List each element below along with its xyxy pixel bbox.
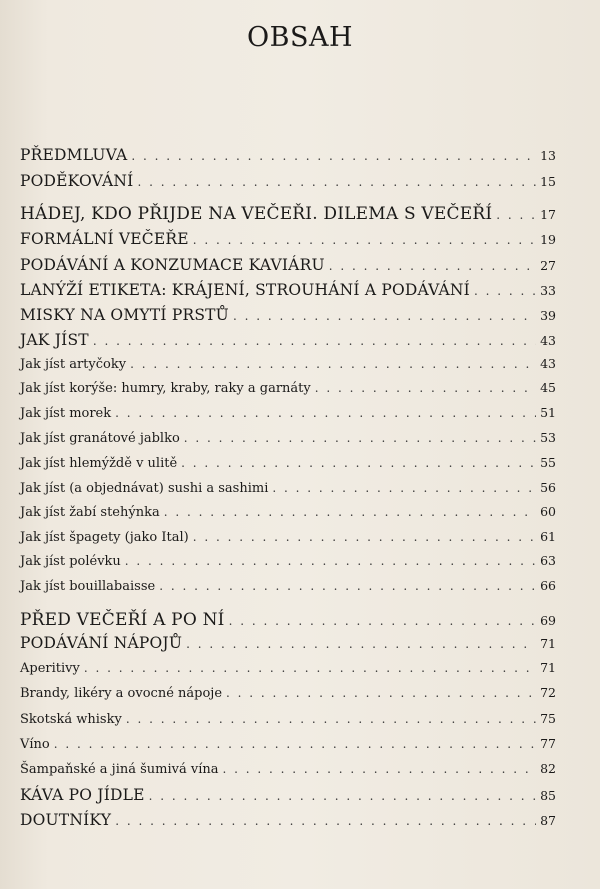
toc-entry-page: 82 xyxy=(540,761,556,776)
toc-entry-label: JAK JÍST xyxy=(20,331,89,349)
toc-leader-dots xyxy=(131,149,536,163)
toc-entry-label: Šampaňské a jiná šumivá vína xyxy=(20,762,219,777)
toc-leader-dots xyxy=(126,712,536,726)
toc-entry xyxy=(20,281,556,299)
toc-leader-dots xyxy=(164,505,536,519)
toc-entry-page: 13 xyxy=(540,148,556,163)
toc-entry xyxy=(20,172,556,190)
toc-leader-dots xyxy=(93,334,536,348)
toc-entry xyxy=(20,660,556,676)
toc-entry-page: 17 xyxy=(540,207,556,222)
toc-leader-dots xyxy=(149,789,536,803)
toc-entry xyxy=(20,811,556,829)
toc-entry-page: 71 xyxy=(540,636,556,651)
toc-entry xyxy=(20,455,556,471)
toc-leader-dots xyxy=(229,614,537,628)
toc-leader-dots xyxy=(181,456,536,470)
toc-leader-dots xyxy=(193,530,536,544)
toc-entry xyxy=(20,610,556,630)
toc-entry xyxy=(20,736,556,752)
toc-leader-dots xyxy=(329,259,536,273)
toc-entry-label: PŘEDMLUVA xyxy=(20,146,128,164)
toc-entry-page: 69 xyxy=(540,613,556,628)
toc-entry xyxy=(20,480,556,496)
toc-entry-label: KÁVA PO JÍDLE xyxy=(20,786,145,804)
toc-entry-page: 66 xyxy=(540,578,556,593)
toc-entry-label: Jak jíst polévku xyxy=(20,554,121,569)
toc-entry xyxy=(20,685,556,701)
toc-entry xyxy=(20,578,556,594)
toc-leader-dots xyxy=(115,406,536,420)
toc-entry xyxy=(20,504,556,520)
toc-entry xyxy=(20,306,556,324)
toc-leader-dots xyxy=(233,309,536,323)
toc-entry-label: Jak jíst morek xyxy=(20,406,112,421)
toc-entry xyxy=(20,380,556,396)
toc-entry-label: PODÁVÁNÍ A KONZUMACE KAVIÁRU xyxy=(20,256,325,274)
toc-entry xyxy=(20,634,556,652)
toc-entry xyxy=(20,553,556,569)
toc-entry-page: 55 xyxy=(540,455,556,470)
toc-entry-label: PODĚKOVÁNÍ xyxy=(20,172,134,190)
toc-entry-label: Jak jíst (a objednávat) sushi a sashimi xyxy=(20,481,269,496)
toc-entry-page: 56 xyxy=(540,480,556,495)
toc-entry-page: 19 xyxy=(540,232,556,247)
toc-entry-label: Jak jíst špagety (jako Ital) xyxy=(20,530,189,545)
toc-entry-label: Aperitivy xyxy=(20,661,80,676)
toc-entry-label: HÁDEJ, KDO PŘIJDE NA VEČEŘI. DILEMA S VEČEŘÍ xyxy=(20,204,493,224)
toc-entry-page: 60 xyxy=(540,504,556,519)
toc-entry-label: Víno xyxy=(20,737,50,752)
toc-leader-dots xyxy=(315,381,536,395)
toc-entry xyxy=(20,331,556,349)
toc-entry-page: 15 xyxy=(540,174,556,189)
toc-entry xyxy=(20,256,556,274)
toc-leader-dots xyxy=(226,686,536,700)
toc-entry-label: Jak jíst bouillabaisse xyxy=(20,579,156,594)
toc-leader-dots xyxy=(159,579,536,593)
toc-entry-label: Jak jíst hlemýždě v ulitě xyxy=(20,456,178,471)
toc-leader-dots xyxy=(84,661,536,675)
toc-entry-page: 33 xyxy=(540,283,556,298)
toc-leader-dots xyxy=(125,554,536,568)
toc-entry-page: 61 xyxy=(540,529,556,544)
toc-entry-label: Jak jíst granátové jablko xyxy=(20,431,180,446)
toc-entry-page: 77 xyxy=(540,736,556,751)
toc-leader-dots xyxy=(138,175,537,189)
toc-entry-page: 87 xyxy=(540,813,556,828)
toc-entry-page: 43 xyxy=(540,356,556,371)
toc-entry-page: 27 xyxy=(540,258,556,273)
toc-leader-dots xyxy=(474,284,536,298)
toc-entry xyxy=(20,529,556,545)
toc-entry xyxy=(20,761,556,777)
toc-leader-dots xyxy=(186,637,536,651)
toc-entry-label: DOUTNÍKY xyxy=(20,811,112,829)
toc-entry-page: 72 xyxy=(540,685,556,700)
toc-leader-dots xyxy=(223,762,537,776)
toc-entry-label: Jak jíst korýše: humry, kraby, raky a garnáty xyxy=(20,381,311,396)
toc-entry-label: Skotská whisky xyxy=(20,712,122,727)
toc-entry-page: 75 xyxy=(540,711,556,726)
toc-entry-label: PŘED VEČEŘÍ A PO NÍ xyxy=(20,610,225,630)
toc-entry-page: 85 xyxy=(540,788,556,803)
toc-entry xyxy=(20,230,556,248)
toc-entry-page: 71 xyxy=(540,660,556,675)
toc-leader-dots xyxy=(184,431,536,445)
toc-entry-label: Jak jíst žabí stehýnka xyxy=(20,505,160,520)
toc-entry xyxy=(20,356,556,372)
toc-entry xyxy=(20,786,556,804)
toc-entry-label: MISKY NA OMYTÍ PRSTŮ xyxy=(20,306,229,324)
page-title: OBSAH xyxy=(246,22,354,53)
toc-entry-label: PODÁVÁNÍ NÁPOJŮ xyxy=(20,634,183,652)
toc-entry xyxy=(20,146,556,164)
toc-entry-page: 39 xyxy=(540,308,556,323)
toc-entry xyxy=(20,204,556,224)
toc-entry-label: FORMÁLNÍ VEČEŘE xyxy=(20,230,189,248)
toc-entry-label: Brandy, likéry a ovocné nápoje xyxy=(20,686,223,701)
toc-entry-page: 45 xyxy=(540,380,556,395)
toc-entry-page: 43 xyxy=(540,333,556,348)
toc-entry xyxy=(20,405,556,421)
toc-entry xyxy=(20,711,556,727)
toc-leader-dots xyxy=(54,737,536,751)
toc-leader-dots xyxy=(115,814,536,828)
toc-entry-label: Jak jíst artyčoky xyxy=(20,357,127,372)
toc-entry-page: 63 xyxy=(540,553,556,568)
toc-leader-dots xyxy=(193,233,536,247)
toc-entry xyxy=(20,430,556,446)
toc-entry-page: 51 xyxy=(540,405,556,420)
toc-entry-label: LANÝŽÍ ETIKETA: KRÁJENÍ, STROUHÁNÍ A PODÁVÁNÍ xyxy=(20,281,470,299)
toc-leader-dots xyxy=(272,481,536,495)
toc-leader-dots xyxy=(496,208,536,222)
toc-entry-page: 53 xyxy=(540,430,556,445)
toc-leader-dots xyxy=(130,357,536,371)
